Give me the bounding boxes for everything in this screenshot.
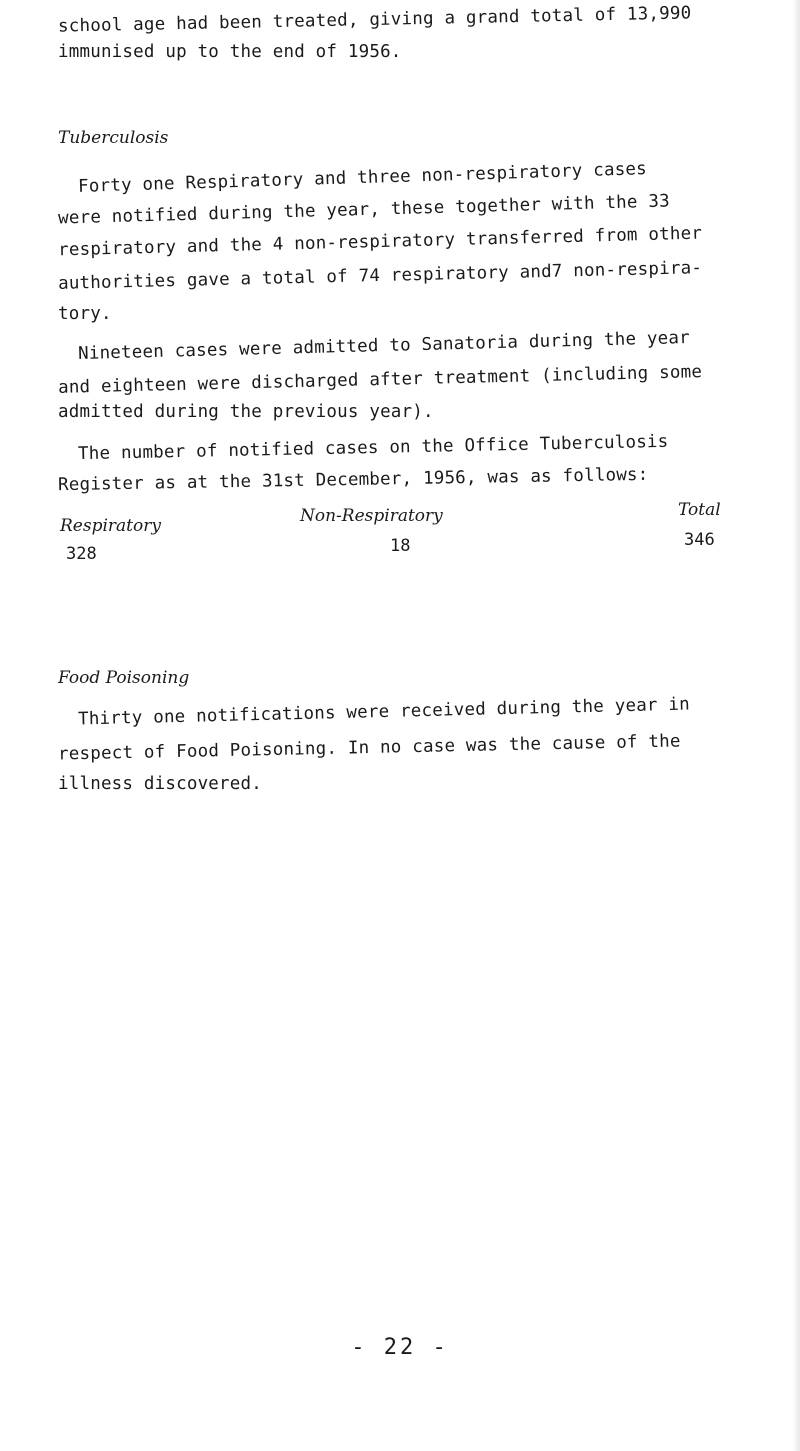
tb-para2-line-1: Nineteen cases were admitted to Sanatoria during the year (77, 327, 691, 365)
intro-line-2: immunised up to the end of 1956. (58, 42, 402, 62)
tb-para1-line-3: respiratory and the 4 non-respiratory transferred from other (57, 223, 703, 261)
tb-para1-line-1: Forty one Respiratory and three non-respiratory cases (77, 159, 648, 197)
tb-para1-line-4: authorities gave a total of 74 respiratory and7 non-respira- (57, 258, 703, 294)
page-number: - 22 - (351, 1335, 449, 1360)
tb-para2-line-3: admitted during the previous year). (58, 402, 434, 422)
value-total: 346 (684, 530, 715, 550)
value-non-respiratory: 18 (390, 536, 411, 556)
food-poisoning-heading: Food Poisoning (58, 668, 190, 688)
intro-line-1: school age had been treated, giving a grand total of 13,990 (57, 3, 692, 37)
fp-line-1: Thirty one notifications were received during the year in (77, 694, 691, 730)
tb-para3-line-1: The number of notified cases on the Office Tuberculosis (77, 431, 669, 465)
page-edge-shadow (792, 0, 800, 1451)
tb-para3-line-2: Register as at the 31st December, 1956, was as follows: (57, 464, 649, 496)
col-header-total: Total (678, 500, 721, 520)
fp-line-2: respect of Food Poisoning. In no case was the cause of the (57, 731, 681, 765)
tuberculosis-heading: Tuberculosis (58, 128, 169, 148)
tb-para1-line-5: tory. (58, 304, 112, 324)
value-respiratory: 328 (66, 544, 97, 564)
fp-line-3: illness discovered. (58, 774, 262, 794)
tb-para1-line-2: were notified during the year, these together with the 33 (57, 191, 671, 229)
tb-para2-line-2: and eighteen were discharged after treatment (including some (57, 362, 703, 398)
col-header-non-respiratory: Non-Respiratory (300, 506, 443, 526)
col-header-respiratory: Respiratory (60, 516, 161, 536)
